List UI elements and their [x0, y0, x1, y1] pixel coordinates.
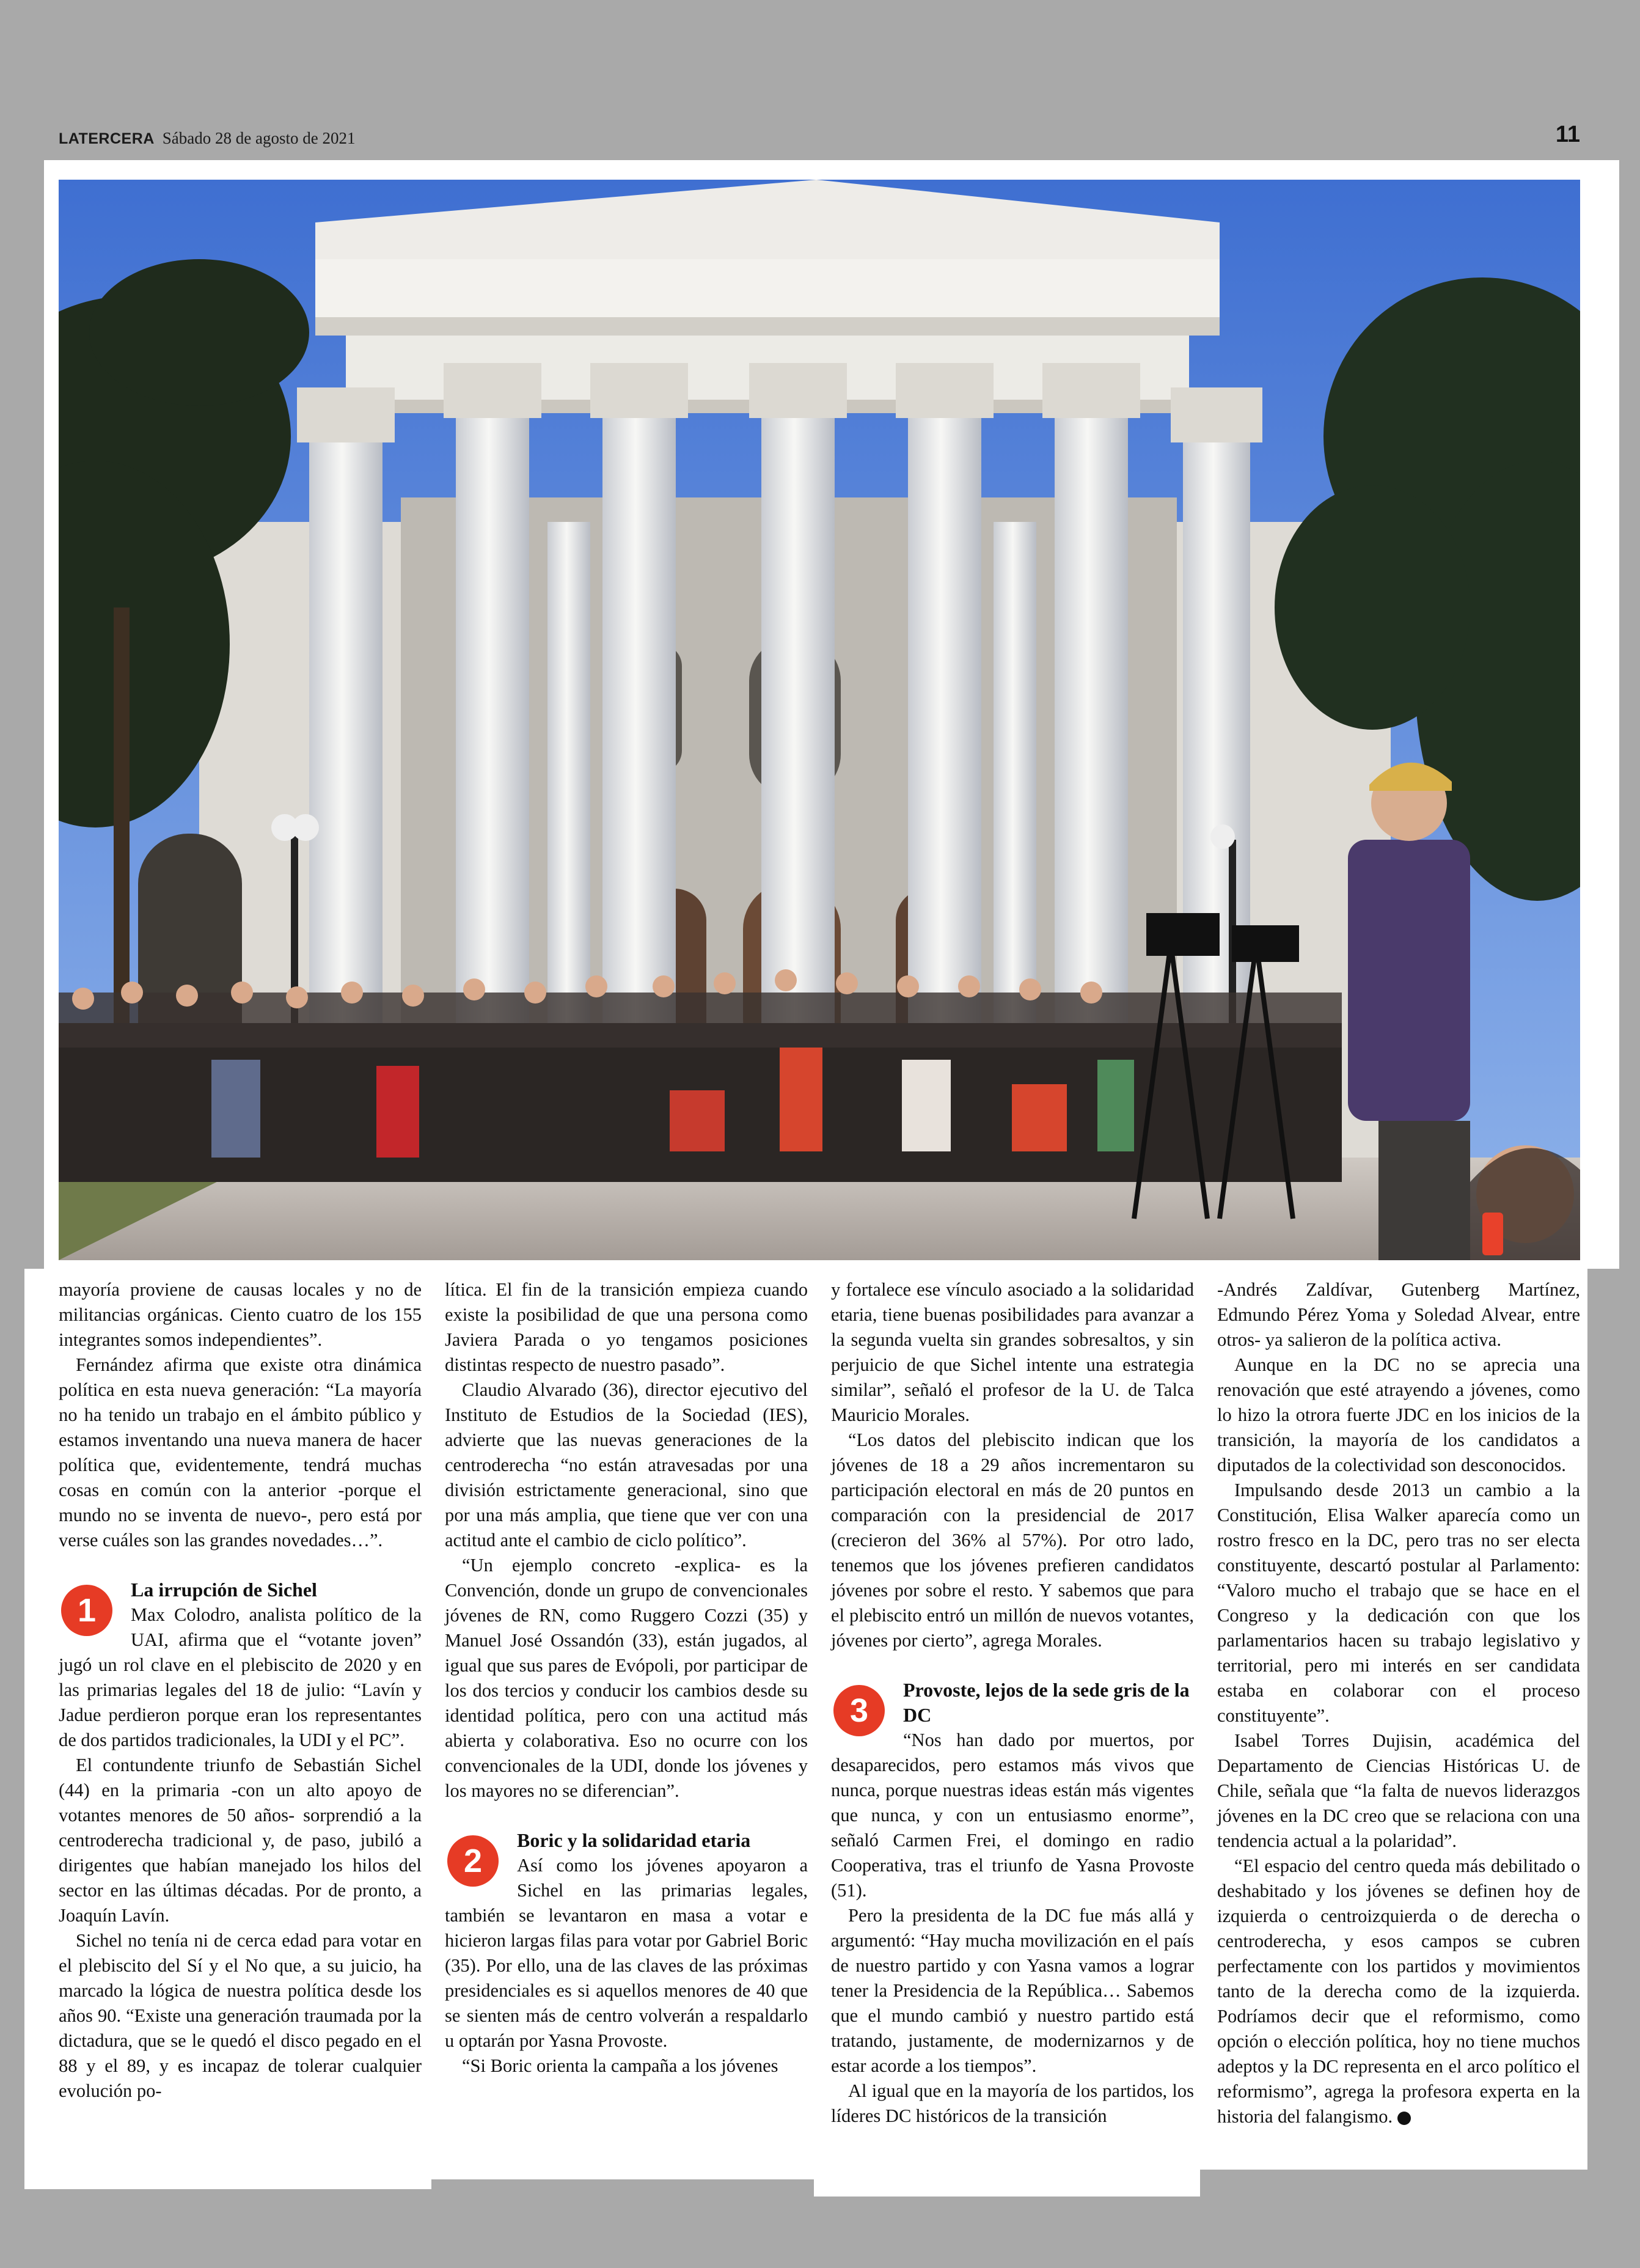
paragraph: Pero la presidenta de la DC fue más allá y argumentó: “Hay mucha movilización en el país de nuestro partido y con Yasna vamos a lograr tener la Presidencia de la República… Sabemos que el mundo cambió y nuestro partido está tratando, justamente, de modernizarnos y de estar acorde a los tiempos”.	[831, 1905, 1194, 2076]
paragraph: “Si Boric orienta la campaña a los jóvenes	[462, 2055, 778, 2076]
article-column-1	[59, 1277, 422, 2104]
paragraph-text: “El espacio del centro queda más debilitado o deshabitado y los jóvenes se definen hoy de izquierda o centroizquierda o de derecha o centroderecha, y esos campos se cubren perfectamente con los partidos y movimientos tanto de la derecha como de la izquierda. Podríamos decir que el reformismo, como opción o elección política, hoy no tiene muchos adeptos y la DC representa en el arco político el reformismo”, agrega la profesora experta en la historia del falangismo.	[1217, 1855, 1580, 2127]
final-paragraph	[1217, 1854, 1580, 2129]
section-number-badge: 1	[61, 1585, 112, 1636]
issue-date: Sábado 28 de agosto de 2021	[162, 129, 356, 147]
end-of-article-icon	[1397, 2112, 1411, 2125]
page-number: 11	[1555, 122, 1580, 147]
page-header	[59, 114, 1580, 148]
article-column-4	[1217, 1277, 1580, 2129]
section-2	[445, 1828, 808, 2079]
article-column-2	[445, 1277, 808, 2079]
section-1	[59, 1577, 422, 2104]
paragraph: lítica. El fin de la transición empieza cuando existe la posibilidad de que una persona como Javiera Parada o yo tengamos posiciones distintas respecto de nuestro pasado”.	[445, 1279, 808, 1375]
paragraph: Claudio Alvarado (36), director ejecutivo del Instituto de Estudios de la Sociedad (IES), advierte que las nuevas generaciones de la centroderecha “no están atravesadas por una división estrictamente generacional, sino que por una más amplia, que tiene que ver con una actitud ante el cambio de ciclo político”.	[445, 1379, 808, 1551]
article-column-3	[831, 1277, 1194, 2129]
paragraph: Aunque en la DC no se aprecia una renovación que esté atrayendo a jóvenes, como lo hizo la otrora fuerte JDC en los inicios de la transición, la mayoría de los candidatos a diputados de la colectividad son desconocidos.	[1217, 1354, 1580, 1475]
paragraph: Al igual que en la mayoría de los partidos, los líderes DC históricos de la transición	[831, 2080, 1194, 2126]
photo-crowd-building-columns-icon	[59, 180, 1580, 1260]
paragraph: -Andrés Zaldívar, Gutenberg Martínez, Edmundo Pérez Yoma y Soledad Alvear, entre otros- ya salieron de la política activa.	[1217, 1279, 1580, 1350]
paragraph: Sichel no tenía ni de cerca edad para votar en el plebiscito del Sí y el No que, a su juicio, ha marcado la lógica de nuestra política desde los años 90. “Existe una generación traumada por la dictadura, que se le quedó el disco pegado en el 88 y el 89, y es incapaz de tolerar cualquier evolución po-	[59, 1930, 422, 2101]
masthead	[59, 129, 355, 148]
section-title: La irrupción de Sichel	[131, 1579, 317, 1601]
newspaper-brand: LATERCERA	[59, 130, 155, 147]
paragraph: “Los datos del plebiscito indican que los jóvenes de 18 a 29 años incrementaron su participación electoral en más de 20 puntos en comparación con la presidencial de 2017 (crecieron del 36% al 57%). Por otro lado, tenemos que los jóvenes prefieren candidatos jóvenes por sobre el resto. Y sabemos que para el plebiscito entró un millón de nuevos votantes, jóvenes por cierto”, agrega Morales.	[831, 1429, 1194, 1651]
paragraph: El contundente triunfo de Sebastián Sichel (44) en la primaria -con un alto apoyo de votantes menores de 50 años- sorprendió a la centroderecha tradicional y, de paso, jubiló a dirigentes que habían manejado los hilos del sector en las últimas décadas. Por de pronto, a Joaquín Lavín.	[59, 1755, 422, 1926]
section-title: Provoste, lejos de la sede gris de la DC	[903, 1679, 1190, 1726]
section-number-badge: 3	[833, 1685, 885, 1736]
paragraph: mayoría proviene de causas locales y no de militancias orgánicas. Ciento cuatro de los 155 integrantes somos independientes”.	[59, 1279, 422, 1350]
paragraph: Isabel Torres Dujisin, académica del Departamento de Ciencias Históricas U. de Chile, señala que “la falta de nuevos liderazgos jóvenes en la DC creo que se relaciona con una tendencia actual a la polaridad”.	[1217, 1730, 1580, 1851]
section-title: Boric y la solidaridad etaria	[517, 1829, 751, 1851]
paragraph: Fernández afirma que existe otra dinámica política en esta nueva generación: “La mayoría no ha tenido un trabajo en el ámbito público y estamos inventando una nueva manera de hacer política que, evidentemente, tendrá muchas cosas en común con la anterior -porque el mundo no se inventa de nuevo-, pero está por verse cuáles son las grandes novedades…”.	[59, 1354, 422, 1551]
paragraph: Así como los jóvenes apoyaron a Sichel en las primarias legales, también se levantaron en masa a votar e hicieron largas filas para votar por Gabriel Boric (35). Por ello, una de las claves de las próximas presidenciales es si aquellos menores de 40 que se sienten más de centro volverán a respaldarlo u optarán por Yasna Provoste.	[445, 1855, 808, 2051]
section-3	[831, 1678, 1194, 2129]
paragraph: Max Colodro, analista político de la UAI, afirma que el “votante joven” jugó un rol clave en el plebiscito de 2020 y en las primarias legales del 18 de julio: “Lavín y Jadue perdieron porque eran los representantes de dos partidos tradicionales, la UDI y el PC”.	[59, 1604, 422, 1750]
paragraph: “Nos han dado por muertos, por desaparecidos, pero estamos más vivos que nunca, porque nuestras ideas están más vigentes que nunca, y con un entusiasmo enorme”, señaló Carmen Frei, el domingo en radio Cooperativa, tras el triunfo de Yasna Provoste (51).	[831, 1730, 1194, 1901]
paragraph: y fortalece ese vínculo asociado a la solidaridad etaria, tiene buenas posibilidades para avanzar a la segunda vuelta sin grandes sobresaltos, y sin perjuicio de que Sichel intente una estrategia similar”, señaló el profesor de la U. de Talca Mauricio Morales.	[831, 1279, 1194, 1425]
paragraph: “Un ejemplo concreto -explica- es la Convención, donde un grupo de convencionales jóvenes de RN, como Ruggero Cozzi (35) y Manuel José Ossandón (33), están jugados, al igual que sus pares de Evópoli, por participar de los dos tercios y conducir los cambios desde su identidad política, pero con una actitud más abierta y colaborativa. Eso no ocurre con los convencionales de la UDI, donde los jóvenes y los mayores no se diferencian”.	[445, 1555, 808, 1801]
article-photo	[59, 180, 1580, 1260]
paragraph: Impulsando desde 2013 un cambio a la Constitución, Elisa Walker aparecía como un rostro fresco en la DC, pero tras no ser electa constituyente, descartó postular al Parlamento: “Valoro mucho el trabajo que se hace en el Congreso y la dedicación con que los parlamentarios hacen su trabajo legislativo y territorial, pero mi interés en ser candidata estaba en colaborar con el proceso constituyente”.	[1217, 1480, 1580, 1726]
section-number-badge: 2	[447, 1835, 499, 1887]
